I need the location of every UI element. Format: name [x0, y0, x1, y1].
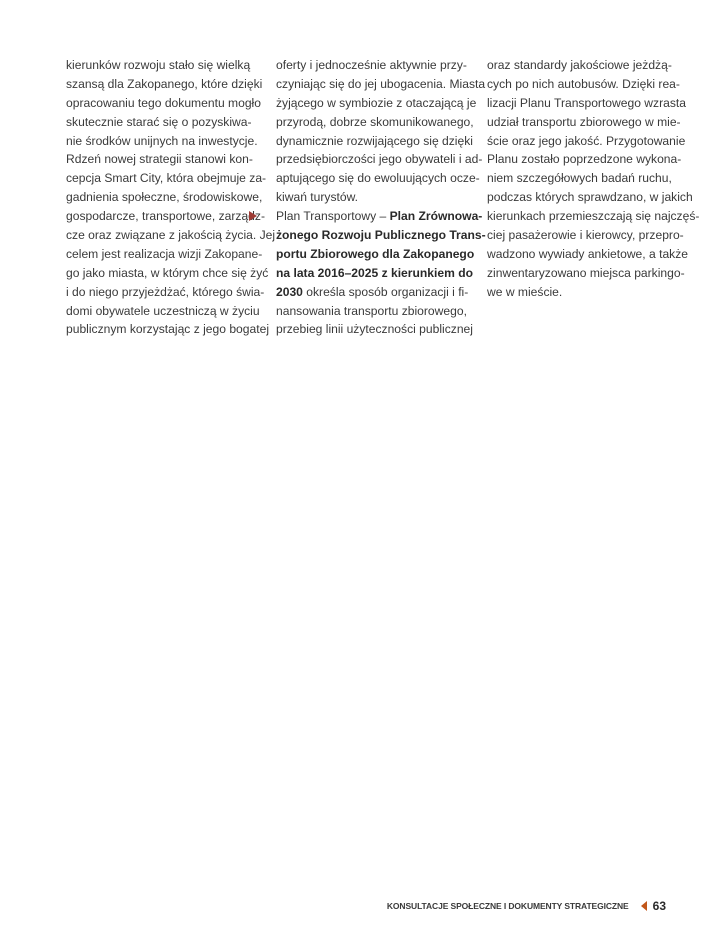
bullet-item-plan-transportowy — [262, 207, 486, 339]
text-column-2 — [262, 56, 486, 339]
text-line: nansowania transportu zbiorowego, — [276, 303, 467, 318]
text-line: szansą dla Zakopanego, które dzięki — [66, 76, 263, 91]
text-line: cze oraz związane z jakością życia. Jej — [66, 228, 276, 243]
text-line: lizacji Planu Transportowego wzrasta — [487, 95, 686, 110]
text-line: kierunkach przemieszczają się najczęś- — [487, 209, 700, 224]
text-line: Planu zostało poprzedzone wykona- — [487, 152, 682, 167]
text-line: cych po nich autobusów. Dzięki rea- — [487, 76, 680, 91]
text-line: oraz standardy jakościowe jeżdżą- — [487, 58, 672, 72]
text-line: skutecznie starać się o pozyskiwa- — [66, 114, 252, 129]
text-line: gospodarcze, transportowe, zarządz- — [66, 209, 265, 224]
document-title-text: na lata 2016–2025 z kierunkiem do — [276, 265, 473, 280]
page-footer — [387, 898, 666, 914]
text-line — [276, 283, 469, 302]
document-title-text: 2030 — [276, 284, 303, 299]
document-title-text: Plan Zrównowa- — [389, 209, 483, 224]
text-line — [276, 207, 483, 226]
footer-arrow-icon — [641, 901, 647, 911]
text-line: niem szczegółowych badań ruchu, — [487, 171, 672, 186]
footer-section-title: KONSULTACJE SPOŁECZNE I DOKUMENTY STRATEGICZNE — [386, 901, 629, 911]
text-line: kiwań turystów. — [276, 190, 358, 205]
text-line: i do niego przyjeżdżać, którego świa- — [66, 284, 265, 299]
text-line: gadnienia społeczne, środowiskowe, — [66, 190, 263, 205]
text-line: przedsiębiorczości jego obywateli i ad- — [276, 152, 483, 167]
text-line: przebieg linii użyteczności publicznej — [276, 322, 473, 337]
text-line: dynamicznie rozwijającego się dzięki — [276, 133, 473, 148]
text-line: ście oraz jego jakość. Przygotowanie — [487, 133, 686, 148]
text-line: publicznym korzystając z jego bogatej — [66, 322, 270, 337]
text-line: Rdzeń nowej strategii stanowi kon- — [66, 152, 253, 167]
page-number: 63 — [652, 899, 666, 913]
bullet-lead-text: Plan Transportowy – — [276, 209, 390, 224]
text-line: podczas których sprawdzano, w jakich — [487, 190, 693, 205]
text-line: we w mieście. — [487, 284, 563, 299]
document-title-text: żonego Rozwoju Publicznego Trans- — [276, 228, 486, 243]
bullet-arrow-icon — [249, 211, 257, 221]
text-line: ciej pasażerowie i kierowcy, przepro- — [487, 228, 684, 243]
document-title-text: portu Zbiorowego dla Zakopanego — [276, 246, 475, 261]
text-line: żyjącego w symbiozie z otaczającą je — [276, 95, 477, 110]
text-line: czyniając się do jej ubogacenia. Miasta — [276, 76, 486, 91]
paragraph-continuation — [262, 56, 486, 207]
text-column-3 — [487, 56, 700, 302]
text-line: nie środków unijnych na inwestycje. — [66, 133, 258, 148]
text-line: przyrodą, dobrze skomunikowanego, — [276, 114, 474, 129]
text-line: wadzono wywiady ankietowe, a także — [487, 246, 688, 261]
text-line: udział transportu zbiorowego w mie- — [487, 114, 681, 129]
text-line: celem jest realizacja wizji Zakopane- — [66, 246, 263, 261]
text-line: domi obywatele uczestniczą w życiu — [66, 303, 260, 318]
text-line: zinwentaryzowano miejsca parkingo- — [487, 265, 685, 280]
bullet-body-text: określa sposób organizacji i fi- — [302, 284, 469, 299]
text-column-1 — [66, 56, 276, 339]
text-line: go jako miasta, w którym chce się żyć — [66, 265, 269, 280]
text-line: oferty i jednocześnie aktywnie przy- — [276, 58, 467, 72]
text-line: aptującego się do ewoluujących ocze- — [276, 171, 480, 186]
text-line: kierunków rozwoju stało się wielką — [66, 58, 251, 72]
text-line: opracowaniu tego dokumentu mogło — [66, 95, 261, 110]
text-line: cepcja Smart City, która obejmuje za- — [66, 171, 267, 186]
